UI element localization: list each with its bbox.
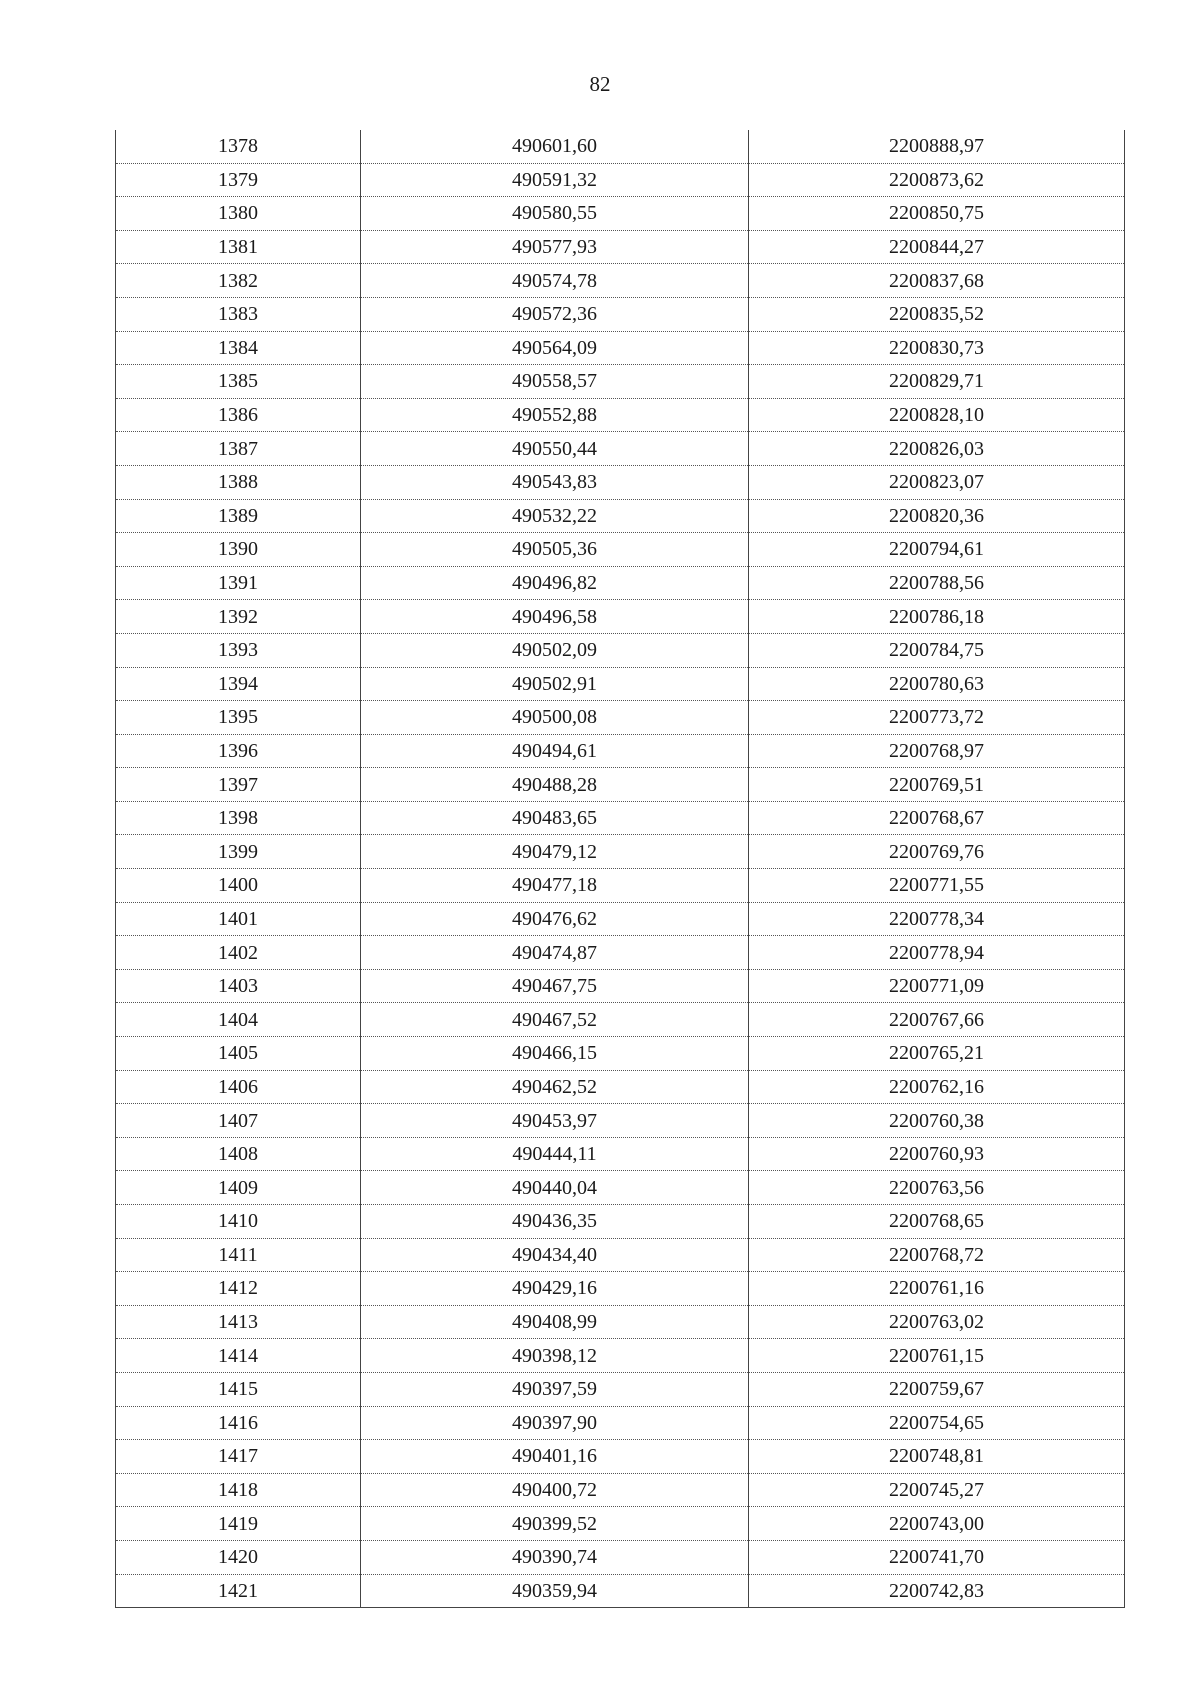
y-coordinate-cell: 2200778,34 [749,902,1125,936]
x-coordinate-cell: 490477,18 [361,869,749,903]
point-number-cell: 1390 [116,533,361,567]
table-row [116,197,1125,231]
table-row [116,533,1125,567]
y-coordinate-cell: 2200820,36 [749,499,1125,533]
y-coordinate-cell: 2200763,56 [749,1171,1125,1205]
coordinates-table [115,130,1125,1608]
table-row [116,1137,1125,1171]
point-number-cell: 1401 [116,902,361,936]
point-number-cell: 1382 [116,264,361,298]
x-coordinate-cell: 490440,04 [361,1171,749,1205]
x-coordinate-cell: 490496,58 [361,600,749,634]
x-coordinate-cell: 490434,40 [361,1238,749,1272]
table-row [116,1574,1125,1608]
y-coordinate-cell: 2200771,09 [749,969,1125,1003]
y-coordinate-cell: 2200760,38 [749,1104,1125,1138]
table-row [116,1037,1125,1071]
x-coordinate-cell: 490467,75 [361,969,749,1003]
table-row [116,1440,1125,1474]
table-row [116,1205,1125,1239]
y-coordinate-cell: 2200837,68 [749,264,1125,298]
point-number-cell: 1394 [116,667,361,701]
y-coordinate-cell: 2200743,00 [749,1507,1125,1541]
point-number-cell: 1388 [116,465,361,499]
y-coordinate-cell: 2200768,67 [749,801,1125,835]
x-coordinate-cell: 490390,74 [361,1540,749,1574]
table-row [116,667,1125,701]
y-coordinate-cell: 2200760,93 [749,1137,1125,1171]
x-coordinate-cell: 490400,72 [361,1473,749,1507]
y-coordinate-cell: 2200778,94 [749,936,1125,970]
table-row [116,1171,1125,1205]
point-number-cell: 1395 [116,701,361,735]
x-coordinate-cell: 490483,65 [361,801,749,835]
x-coordinate-cell: 490601,60 [361,130,749,163]
y-coordinate-cell: 2200828,10 [749,398,1125,432]
x-coordinate-cell: 490401,16 [361,1440,749,1474]
y-coordinate-cell: 2200823,07 [749,465,1125,499]
point-number-cell: 1419 [116,1507,361,1541]
point-number-cell: 1409 [116,1171,361,1205]
x-coordinate-cell: 490502,91 [361,667,749,701]
x-coordinate-cell: 490399,52 [361,1507,749,1541]
table-row [116,163,1125,197]
x-coordinate-cell: 490572,36 [361,297,749,331]
table-row [116,130,1125,163]
table-row [116,264,1125,298]
y-coordinate-cell: 2200786,18 [749,600,1125,634]
table-row [116,432,1125,466]
point-number-cell: 1383 [116,297,361,331]
point-number-cell: 1396 [116,734,361,768]
point-number-cell: 1385 [116,365,361,399]
y-coordinate-cell: 2200888,97 [749,130,1125,163]
y-coordinate-cell: 2200761,16 [749,1272,1125,1306]
x-coordinate-cell: 490474,87 [361,936,749,970]
table-row [116,365,1125,399]
y-coordinate-cell: 2200741,70 [749,1540,1125,1574]
x-coordinate-cell: 490397,90 [361,1406,749,1440]
point-number-cell: 1413 [116,1305,361,1339]
point-number-cell: 1405 [116,1037,361,1071]
x-coordinate-cell: 490574,78 [361,264,749,298]
x-coordinate-cell: 490496,82 [361,566,749,600]
y-coordinate-cell: 2200768,65 [749,1205,1125,1239]
y-coordinate-cell: 2200830,73 [749,331,1125,365]
x-coordinate-cell: 490552,88 [361,398,749,432]
point-number-cell: 1400 [116,869,361,903]
point-number-cell: 1412 [116,1272,361,1306]
table-row [116,835,1125,869]
point-number-cell: 1384 [116,331,361,365]
point-number-cell: 1391 [116,566,361,600]
table-row [116,633,1125,667]
x-coordinate-cell: 490398,12 [361,1339,749,1373]
x-coordinate-cell: 490488,28 [361,768,749,802]
point-number-cell: 1386 [116,398,361,432]
x-coordinate-cell: 490467,52 [361,1003,749,1037]
x-coordinate-cell: 490466,15 [361,1037,749,1071]
x-coordinate-cell: 490505,36 [361,533,749,567]
point-number-cell: 1378 [116,130,361,163]
y-coordinate-cell: 2200754,65 [749,1406,1125,1440]
table-row [116,297,1125,331]
point-number-cell: 1408 [116,1137,361,1171]
x-coordinate-cell: 490577,93 [361,230,749,264]
table-row [116,1507,1125,1541]
table-row [116,1540,1125,1574]
point-number-cell: 1414 [116,1339,361,1373]
coordinates-table-body [116,130,1125,1608]
point-number-cell: 1420 [116,1540,361,1574]
table-row [116,230,1125,264]
table-row [116,734,1125,768]
point-number-cell: 1421 [116,1574,361,1608]
point-number-cell: 1410 [116,1205,361,1239]
y-coordinate-cell: 2200788,56 [749,566,1125,600]
point-number-cell: 1389 [116,499,361,533]
y-coordinate-cell: 2200771,55 [749,869,1125,903]
x-coordinate-cell: 490591,32 [361,163,749,197]
y-coordinate-cell: 2200767,66 [749,1003,1125,1037]
table-row [116,1372,1125,1406]
table-row [116,398,1125,432]
point-number-cell: 1399 [116,835,361,869]
table-row [116,701,1125,735]
x-coordinate-cell: 490532,22 [361,499,749,533]
y-coordinate-cell: 2200769,76 [749,835,1125,869]
x-coordinate-cell: 490436,35 [361,1205,749,1239]
y-coordinate-cell: 2200762,16 [749,1070,1125,1104]
table-row [116,1406,1125,1440]
y-coordinate-cell: 2200761,15 [749,1339,1125,1373]
y-coordinate-cell: 2200768,72 [749,1238,1125,1272]
point-number-cell: 1392 [116,600,361,634]
x-coordinate-cell: 490408,99 [361,1305,749,1339]
table-row [116,768,1125,802]
table-row [116,902,1125,936]
table-row [116,566,1125,600]
x-coordinate-cell: 490359,94 [361,1574,749,1608]
table-row [116,1070,1125,1104]
table-row [116,1473,1125,1507]
table-row [116,499,1125,533]
table-row [116,1238,1125,1272]
y-coordinate-cell: 2200763,02 [749,1305,1125,1339]
point-number-cell: 1417 [116,1440,361,1474]
table-row [116,1104,1125,1138]
point-number-cell: 1407 [116,1104,361,1138]
y-coordinate-cell: 2200759,67 [749,1372,1125,1406]
table-row [116,600,1125,634]
x-coordinate-cell: 490500,08 [361,701,749,735]
point-number-cell: 1379 [116,163,361,197]
x-coordinate-cell: 490453,97 [361,1104,749,1138]
x-coordinate-cell: 490502,09 [361,633,749,667]
x-coordinate-cell: 490580,55 [361,197,749,231]
table-row [116,1272,1125,1306]
y-coordinate-cell: 2200748,81 [749,1440,1125,1474]
x-coordinate-cell: 490429,16 [361,1272,749,1306]
y-coordinate-cell: 2200773,72 [749,701,1125,735]
y-coordinate-cell: 2200826,03 [749,432,1125,466]
point-number-cell: 1416 [116,1406,361,1440]
table-row [116,1003,1125,1037]
point-number-cell: 1387 [116,432,361,466]
y-coordinate-cell: 2200765,21 [749,1037,1125,1071]
table-row [116,969,1125,1003]
point-number-cell: 1397 [116,768,361,802]
y-coordinate-cell: 2200829,71 [749,365,1125,399]
x-coordinate-cell: 490494,61 [361,734,749,768]
y-coordinate-cell: 2200844,27 [749,230,1125,264]
x-coordinate-cell: 490543,83 [361,465,749,499]
table-row [116,331,1125,365]
x-coordinate-cell: 490558,57 [361,365,749,399]
point-number-cell: 1406 [116,1070,361,1104]
point-number-cell: 1403 [116,969,361,1003]
y-coordinate-cell: 2200745,27 [749,1473,1125,1507]
point-number-cell: 1418 [116,1473,361,1507]
x-coordinate-cell: 490476,62 [361,902,749,936]
x-coordinate-cell: 490479,12 [361,835,749,869]
point-number-cell: 1415 [116,1372,361,1406]
point-number-cell: 1380 [116,197,361,231]
point-number-cell: 1398 [116,801,361,835]
x-coordinate-cell: 490397,59 [361,1372,749,1406]
point-number-cell: 1381 [116,230,361,264]
x-coordinate-cell: 490564,09 [361,331,749,365]
y-coordinate-cell: 2200768,97 [749,734,1125,768]
y-coordinate-cell: 2200835,52 [749,297,1125,331]
table-row [116,936,1125,970]
y-coordinate-cell: 2200769,51 [749,768,1125,802]
point-number-cell: 1393 [116,633,361,667]
x-coordinate-cell: 490550,44 [361,432,749,466]
x-coordinate-cell: 490462,52 [361,1070,749,1104]
y-coordinate-cell: 2200794,61 [749,533,1125,567]
y-coordinate-cell: 2200784,75 [749,633,1125,667]
table-row [116,465,1125,499]
y-coordinate-cell: 2200873,62 [749,163,1125,197]
page-number: 82 [589,72,611,96]
point-number-cell: 1411 [116,1238,361,1272]
table-row [116,869,1125,903]
table-row [116,1339,1125,1373]
y-coordinate-cell: 2200742,83 [749,1574,1125,1608]
y-coordinate-cell: 2200850,75 [749,197,1125,231]
y-coordinate-cell: 2200780,63 [749,667,1125,701]
table-row [116,1305,1125,1339]
x-coordinate-cell: 490444,11 [361,1137,749,1171]
table-row [116,801,1125,835]
point-number-cell: 1402 [116,936,361,970]
point-number-cell: 1404 [116,1003,361,1037]
